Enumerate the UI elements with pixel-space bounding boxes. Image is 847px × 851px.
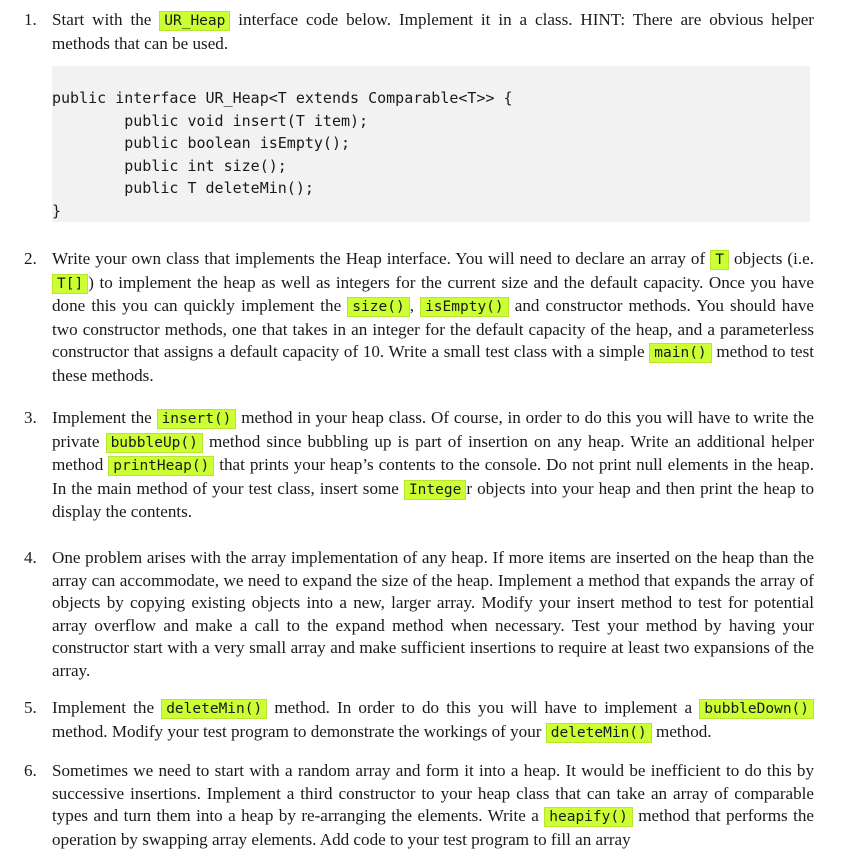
inline-code: printHeap() [108, 456, 214, 476]
text-run: One problem arises with the array implementation of any heap. If more items are inserted on the heap than the array can accommodate, we need to expand the size of the heap. Implement a method that expands the array of objects by copying existing objects into a new, larger array. Modify your insert method to test for potential array overflow and make a call to the expand method when necessary. Test your method by having your constructor start with a very small array and make sufficient insertions to require at least two expansions of the array. [52, 548, 814, 680]
code-line: public void insert(T item); [52, 111, 369, 130]
item-text [52, 407, 814, 524]
text-run: method. Modify your test program to demonstrate the workings of your [52, 721, 546, 741]
item-text [52, 9, 814, 55]
code-line: public T deleteMin(); [52, 179, 314, 197]
code-line: } [52, 201, 62, 220]
inline-code: UR_Heap [159, 11, 230, 31]
item-text [52, 547, 814, 683]
code-line: public int size(); [52, 156, 287, 175]
inline-code: main() [649, 343, 711, 363]
item-text [52, 248, 814, 388]
inline-code: T [710, 250, 729, 270]
inline-code: T[] [52, 274, 88, 294]
item-text [52, 760, 814, 851]
inline-code: Intege [404, 480, 466, 500]
inline-code: deleteMin() [546, 723, 652, 743]
text-run: method since bubbling up is part of insertion on any heap. Write an additional helper method [52, 431, 815, 475]
text-run: ) to implement the heap as well as integers for the current size and the default capacity. Once you have done this you can quickly implement the [52, 272, 814, 316]
text-run: and constructor methods. You should have two constructor methods, one that takes in an integer for the default capacity of the heap, and a parameterless constructor that assigns a default capacity of 10. Write a small test class with a simple [52, 296, 815, 362]
item-number: 4. [24, 548, 37, 567]
inline-code: bubbleUp() [106, 433, 203, 453]
text-run: Write your own class that implements the Heap interface. You will need to declare an array of [52, 249, 711, 268]
item-text [52, 697, 814, 744]
inline-code: heapify() [544, 807, 633, 827]
item-number: 3. [24, 408, 37, 427]
text-run: method that performs the operation by swapping array elements. Add code to your test program to fill an array [52, 806, 814, 849]
text-run: Start with the [52, 10, 160, 29]
list-item-4 [24, 547, 814, 683]
code-line: public interface UR_Heap<T extends Comparable<T>> { [52, 89, 513, 107]
inline-code: size() [347, 297, 409, 317]
text-run: method in your heap class. Of course, in order to do this you will have to write the private [52, 408, 814, 451]
list-item-5 [24, 697, 814, 744]
item-number: 1. [24, 10, 37, 29]
list-item-2 [24, 248, 814, 388]
text-run: objects (i.e. [728, 249, 814, 268]
text-run: that prints your heap’s contents to the console. Do not print null elements in the heap. In the main method of your test class, insert some [52, 455, 815, 498]
inline-code: deleteMin() [161, 699, 267, 719]
text-run: r objects into your heap and then print the heap to display the contents. [52, 478, 814, 522]
item-number: 2. [24, 249, 37, 268]
item-number: 5. [24, 698, 37, 717]
item-number: 6. [24, 761, 37, 780]
list-item-3 [24, 407, 814, 524]
inline-code: insert() [157, 409, 237, 429]
list-item-1 [24, 9, 814, 55]
text-run: method. [651, 721, 712, 741]
code-line: public boolean isEmpty(); [52, 134, 351, 152]
code-block [52, 66, 810, 222]
text-run: method. In order to do this you will have to implement a [267, 698, 700, 717]
list-item-6 [24, 760, 814, 851]
inline-code: bubbleDown() [699, 699, 814, 719]
text-run: Implement the [52, 408, 157, 427]
inline-code: isEmpty() [420, 297, 509, 317]
text-run: , [409, 296, 421, 316]
text-run: method to test these methods. [52, 342, 814, 385]
text-run: Implement the [52, 698, 162, 717]
text-run: Sometimes we need to start with a random array and form it into a heap. It would be inefficient to do this by successive insertions. Implement a third constructor to your heap class that can take an array of comparable types and turn them into a heap by re-arranging the elements. Write a [52, 761, 814, 826]
text-run: interface code below. Implement it in a class. HINT: There are obvious helper methods that can be used. [52, 10, 814, 53]
